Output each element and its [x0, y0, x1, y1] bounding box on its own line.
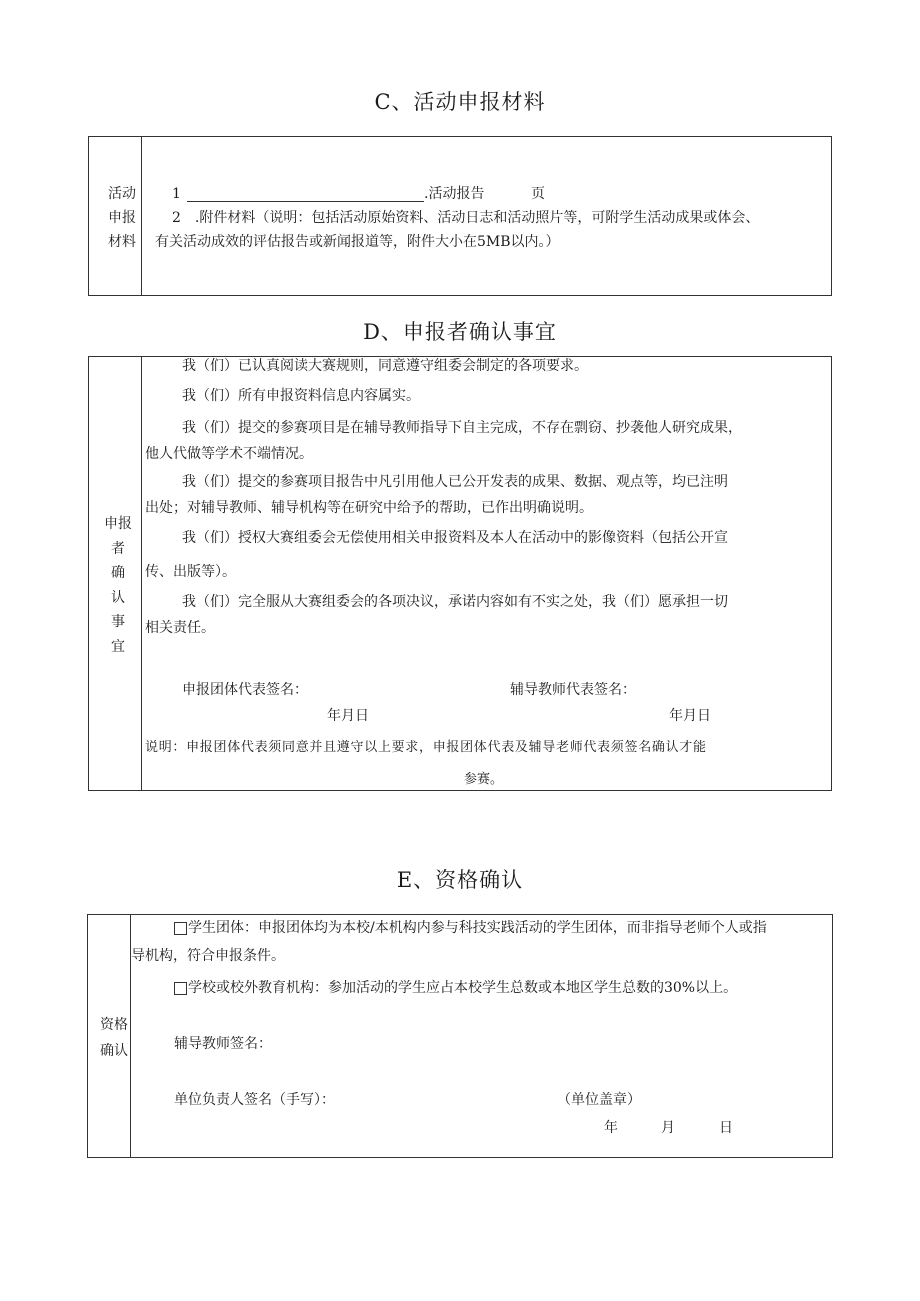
item1-unit: 页 [531, 186, 545, 202]
section-e-title: E、资格确认 [396, 868, 524, 892]
team-signature-label: 申报团体代表签名： [182, 682, 308, 698]
teacher-sign-date: 年月日 [669, 708, 711, 724]
section-d-note-line1: 说明：申报团体代表须同意并且遵守以上要求，申报团体代表及辅导老师代表须签名确认才能 [145, 740, 707, 755]
section-d-label: 申报 者 确 认 事 宜 [104, 516, 132, 655]
section-d-note-line2: 参赛。 [464, 772, 504, 787]
declaration-5-line1: 我（们）授权大赛组委会无偿使用相关申报资料及本人在活动中的影像资料（包括公开宣 [182, 530, 728, 546]
option-student-group-line2: 导机构，符合申报条件。 [131, 948, 285, 964]
declaration-2: 我（们）所有申报资料信息内容属实。 [182, 388, 420, 404]
declaration-6-line1: 我（们）完全服从大赛组委会的各项决议，承诺内容如有不实之处，我（们）愿承担一切 [182, 594, 728, 610]
item2-line2: 有关活动成效的评估报告或新闻报道等，附件大小在5MB以内。） [155, 234, 560, 250]
section-c-label: 活动 申报 材料 [108, 186, 136, 250]
date-year: 年 [604, 1120, 618, 1136]
team-sign-date: 年月日 [327, 708, 369, 724]
date-month: 月 [661, 1120, 675, 1136]
item1-label: .活动报告 [424, 186, 485, 202]
declaration-3-line2: 他人代做等学术不端情况。 [145, 446, 313, 462]
item1-blank-field[interactable] [187, 201, 424, 202]
declaration-4-line2: 出处；对辅导教师、辅导机构等在研究中给予的帮助，已作出明确说明。 [145, 500, 593, 516]
declaration-1: 我（们）已认真阅读大赛规则，同意遵守组委会制定的各项要求。 [182, 358, 588, 374]
declaration-4-line1: 我（们）提交的参赛项目报告中凡引用他人已公开发表的成果、数据、观点等，均已注明 [182, 474, 728, 490]
declaration-3-line1: 我（们）提交的参赛项目是在辅导教师指导下自主完成，不存在剽窃、抄袭他人研究成果， [182, 420, 742, 436]
leader-signature-label: 单位负责人签名（手写）： [174, 1092, 335, 1108]
student-group-checkbox[interactable] [174, 922, 187, 935]
declaration-6-line2: 相关责任。 [145, 620, 215, 636]
item2-line1: 2 .附件材料（说明：包括活动原始资料、活动日志和活动照片等，可附学生活动成果或体会、 [172, 210, 760, 226]
teacher-signature-label: 辅导教师代表签名： [510, 682, 636, 698]
teacher-signature-label-e: 辅导教师签名： [174, 1036, 272, 1052]
option-student-group-line1: 学生团体：申报团体均为本校/本机构内参与科技实践活动的学生团体，而非指导老师个人或指 [188, 920, 767, 936]
date-day: 日 [719, 1120, 733, 1136]
option-school-institution: 学校或校外教育机构：参加活动的学生应占本校学生总数或本地区学生总数的30%以上。 [188, 980, 738, 996]
section-d-title: D、申报者确认事宜 [363, 320, 557, 344]
section-e-label: 资格 确认 [100, 1017, 128, 1059]
school-institution-checkbox[interactable] [174, 982, 187, 995]
section-d-divider [141, 356, 142, 791]
unit-seal-label: （单位盖章） [557, 1092, 641, 1108]
section-c-title: C、活动申报材料 [374, 90, 546, 114]
item1-number: 1 [172, 186, 181, 202]
declaration-5-line2: 传、出版等）。 [145, 564, 236, 580]
